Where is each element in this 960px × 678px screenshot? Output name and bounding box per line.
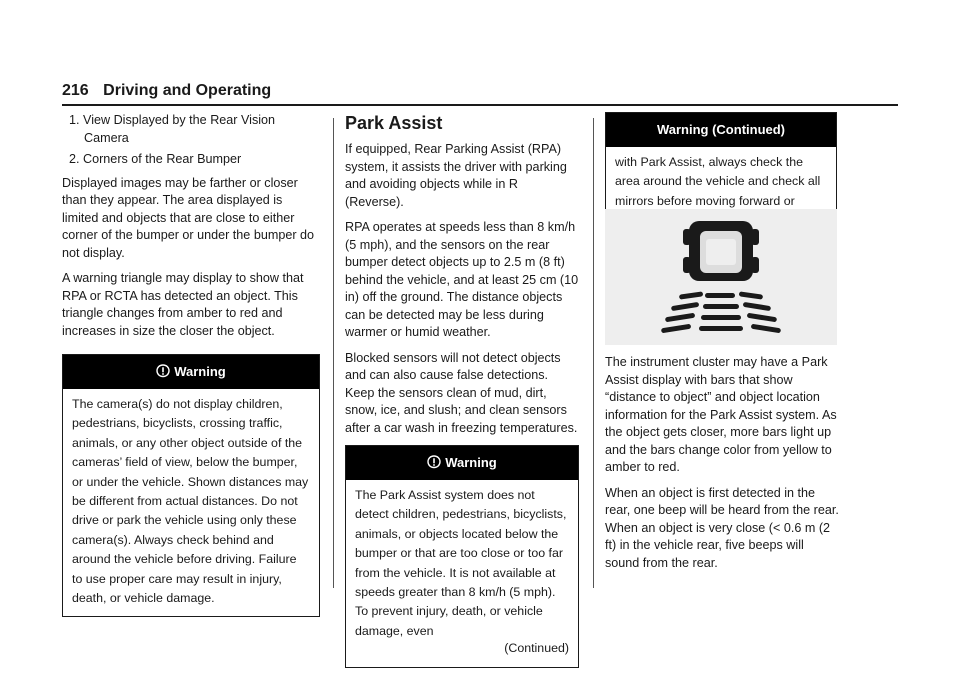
warning-box	[62, 354, 320, 617]
page-number: 216	[62, 82, 89, 99]
warning-title: Warning	[445, 455, 497, 470]
column-divider	[333, 118, 334, 588]
warning-body: The camera(s) do not display children, pedestrians, bicyclists, crossing traffic, animals, or any other object outside of the cameras’ field of view, below the bumper, or under the vehicle. Shown distances may be different from actual distances. Do not drive or park the vehicle using only these camera(s). Always check behind and around the vehicle before driving. Failure to use proper care may result in injury, death, or vehicle damage.	[72, 397, 309, 606]
list-item: 2. Corners of the Rear Bumper	[69, 152, 242, 166]
warning-title: Warning	[174, 364, 226, 379]
paragraph: If equipped, Rear Parking Assist (RPA) system, it assists the driver with parking and avoiding objects while in R (Reverse).	[345, 142, 567, 209]
warning-body: with Park Assist, always check the area around the vehicle and check all mirrors before moving forward or	[615, 155, 821, 208]
park-assist-display-icon	[605, 209, 837, 345]
column-2	[345, 112, 579, 668]
page-header	[62, 82, 898, 104]
warning-body: The Park Assist system does not detect children, pedestrians, bicyclists, animals, or objects located below the bumper or that are too close or too far from the vehicle. It is not available at speeds greater than 8 km/h (5 mph). To prevent injury, death, or vehicle damage, even (Continued)	[346, 480, 578, 667]
warning-box	[345, 445, 579, 668]
warning-header	[606, 113, 836, 147]
warning-header	[346, 446, 578, 480]
column-divider	[593, 118, 594, 588]
paragraph: When an object is first detected in the rear, one beep will be heard from the rear. When an object is very close (< 0.6 m (2 ft) in the vehicle rear, five beeps will sound from the rear.	[605, 485, 839, 570]
continued-label: (Continued)	[504, 641, 569, 656]
paragraph: The instrument cluster may have a Park Assist display with bars that show “distance to object” and object location information for the Park Assist system. As the object gets closer, more bars light up and the bars change color from yellow to amber to red.	[605, 355, 837, 474]
warning-icon	[427, 455, 441, 470]
paragraph: A warning triangle may display to show that RPA or RCTA has detected an object. This triangle changes from amber to red and increases in size the closer the object.	[62, 271, 304, 338]
paragraph: RPA operates at speeds less than 8 km/h (5 mph), and the sensors on the rear bumper detect objects up to 2.5 m (8 ft) behind the vehicle, and at least 25 cm (10 in) off the ground. The distance objects can be detected may be less during warmer or humid weather.	[345, 220, 579, 339]
warning-title: Warning (Continued)	[656, 122, 786, 137]
column-3-text	[605, 354, 839, 580]
list-item: 1. View Displayed by the Rear Vision Camera	[69, 113, 276, 145]
paragraph: Blocked sensors will not detect objects and can also cause false detections. Keep the sensors clean of mud, dirt, snow, ice, and slush; and clean sensors after a car wash in freezing temperatures.	[345, 350, 578, 435]
column-1	[62, 112, 320, 617]
header-rule	[62, 104, 898, 106]
warning-header	[63, 355, 319, 389]
warning-icon	[156, 364, 170, 379]
paragraph: Displayed images may be farther or closer than they appear. The area displayed is limited and objects that are close to either corner of the bumper or under the bumper do not display.	[62, 175, 315, 260]
section-heading: Park Assist	[345, 113, 443, 133]
numbered-list	[62, 112, 320, 169]
park-assist-display-figure	[605, 209, 837, 345]
section-title: Driving and Operating	[103, 82, 272, 99]
